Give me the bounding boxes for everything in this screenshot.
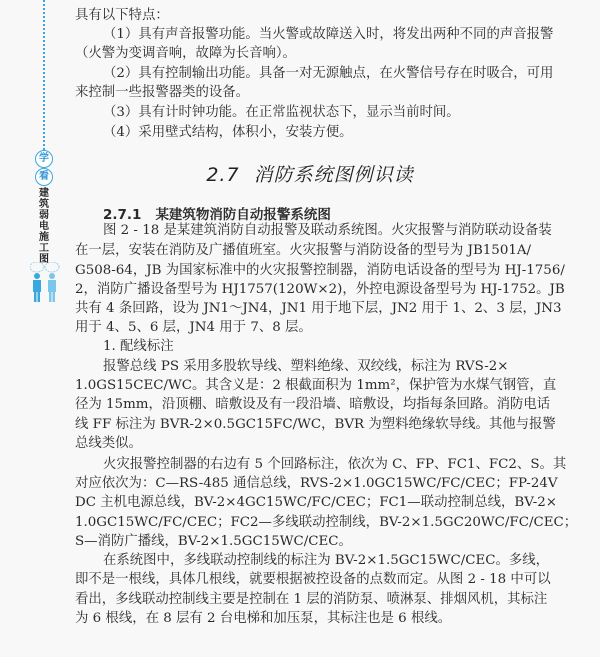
subsection-title: 某建筑物消防自动报警系统图 <box>155 207 331 223</box>
paragraph-line: 为 6 根线，在 8 层有 2 台电梯和加压泵，其标注也是 6 根线。 <box>75 611 452 626</box>
section-number: 2.7 <box>206 164 240 186</box>
book-sidebar <box>30 0 60 310</box>
subsection-number: 2.7.1 <box>103 207 142 223</box>
intro-line: （1）具有声音报警功能。当火警或故障送入时，将发出两种不同的声音报警 <box>103 27 554 42</box>
subsection-heading <box>103 203 345 223</box>
paragraph-line: 在一层，安装在消防及广播值班室。火灾报警与消防设备的型号为 JB1501A/ <box>75 243 532 258</box>
paragraph-line: 径为 15mm，沿顶棚、暗敷设及有一段沿墙、暗敷设，均指每条回路。消防电话 <box>75 397 551 412</box>
paragraph-line: G508-64，JB 为国家标准中的火灾报警控制器，消防电话设备的型号为 HJ-1756/ <box>75 263 565 278</box>
circle-char-xue: 学 <box>35 150 53 168</box>
intro-lead: 具有以下特点： <box>75 8 169 23</box>
intro-line: （3）具有计时钟功能。在正常监视状态下，显示当前时间。 <box>103 105 460 120</box>
paragraph-line: 在系统图中，多线联动控制线的标注为 BV-2×1.5GC15WC/CEC。多线， <box>103 553 550 568</box>
paragraph-line: S—消防广播线，BV-2×1.5GC15WC/CEC。 <box>75 534 352 549</box>
section-title: 消防系统图例识读 <box>253 164 414 186</box>
paragraph-line: 总线类似。 <box>75 436 142 451</box>
paragraph-line: 2，消防广播设备型号为 HJ1757(120W×2)，外控电源设备型号为 HJ-1752。JB <box>75 282 565 297</box>
paragraph-line: DC 主机电源总线，BV-2×4GC15WC/FC/CEC；FC1—联动控制总线，BV-2× <box>75 495 557 510</box>
circle-char-kan: 看 <box>35 168 53 186</box>
paragraph-line: 即不是一根线，具体几根线，就要根据被控设备的点数而定。从图 2 - 18 中可以 <box>75 572 551 587</box>
intro-line: （4）采用壁式结构，体积小，安装方便。 <box>103 125 353 140</box>
intro-line: （2）具有控制输出功能。具备一对无源触点，在火警信号存在时吸合，可用 <box>103 66 554 81</box>
paragraph-line: 1.0GS15CEC/WC。其含义是：2 根截面积为 1mm²，保护管为水煤气钢管，直 <box>75 378 557 393</box>
intro-line: 来控制一些报警器类的设备。 <box>75 85 250 100</box>
paragraph-line: 共有 4 条回路，设为 JN1～JN4，JN1 用于地下层，JN2 用于 1、2、3 层，JN3 <box>75 301 562 316</box>
paragraph-line: 对应依次为：C—RS-485 通信总线，RVS-2×1.0GC15WC/FC/CEC；FP-24V <box>75 476 558 491</box>
book-title-vertical: 建筑弱电施工图 <box>39 188 49 265</box>
paragraph-line: 火灾报警控制器的右边有 5 个回路标注，依次为 C、FP、FC1、FC2、S。其 <box>103 457 567 472</box>
paragraph-line: 线 FF 标注为 BVR-2×0.5GC15FC/WC，BVR 为塑料绝缘软导线。其他与报警 <box>75 417 556 432</box>
paragraph-line: 图 2 - 18 是某建筑消防自动报警及联动系统图。火灾报警与消防联动设备装 <box>103 223 552 238</box>
paragraph-line: 看出，多线联动控制线主要是控制在 1 层的消防泵、喷淋泵、排烟风机，其标注 <box>75 592 548 607</box>
paragraph-line: 用于 4、5、6 层，JN4 用于 7、8 层。 <box>75 320 312 335</box>
dotted-line-decoration <box>43 0 45 150</box>
paragraph-line: 1.0GC15WC/FC/CEC；FC2—多线联动控制线，BV-2×1.5GC20WC/FC/CEC； <box>75 515 578 530</box>
section-heading <box>0 160 600 187</box>
paragraph-line: 报警总线 PS 采用多股软导线、塑料绝缘、双绞线，标注为 RVS-2× <box>103 359 509 374</box>
item-heading: 1. 配线标注 <box>103 339 174 354</box>
intro-line: （火警为变调音响，故障为长音响）。 <box>75 46 296 61</box>
